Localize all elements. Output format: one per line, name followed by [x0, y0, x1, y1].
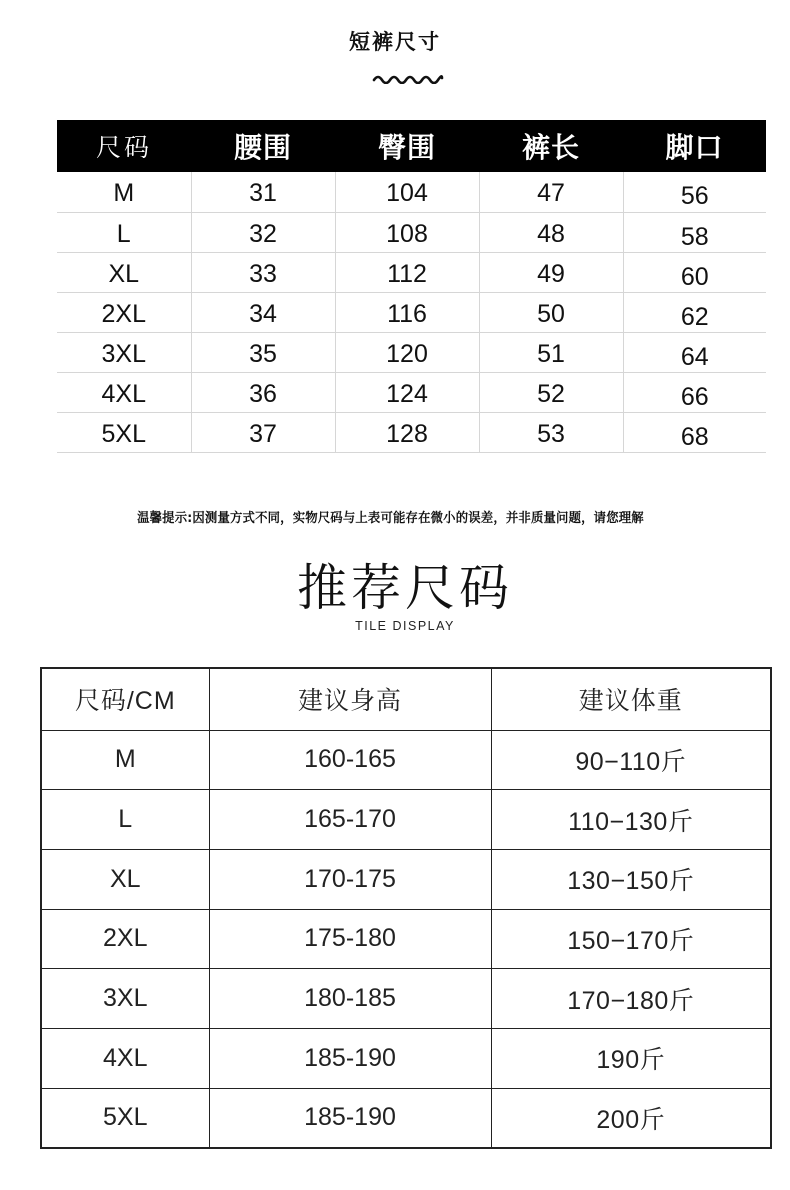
- cell-length: 50: [479, 292, 623, 332]
- table-row: [57, 212, 766, 252]
- size-table: [57, 120, 766, 453]
- cell-leg-opening: 58: [623, 212, 766, 252]
- cell-height: 165-170: [209, 790, 491, 850]
- recommend-title: 推荐尺码: [297, 559, 513, 617]
- header-waist: 腰围: [191, 120, 335, 172]
- cell-weight: 110−130斤: [491, 790, 771, 850]
- header-size-cm: 尺码/CM: [41, 668, 209, 730]
- table-row: [57, 372, 766, 412]
- cell-size: 2XL: [57, 292, 191, 332]
- cell-waist: 35: [191, 332, 335, 372]
- size-table-header: [57, 120, 766, 172]
- cell-height: 175-180: [209, 909, 491, 969]
- cell-waist: 32: [191, 212, 335, 252]
- notice-text: 温馨提示:因测量方式不同，实物尺码与上表可能存在微小的误差，并非质量问题，请您理解: [137, 511, 644, 526]
- cell-weight: 170−180斤: [491, 969, 771, 1029]
- cell-height: 185-190: [209, 1028, 491, 1088]
- cell-size: M: [57, 172, 191, 212]
- table-row: [41, 1088, 771, 1148]
- cell-length: 47: [479, 172, 623, 212]
- table-row: [41, 790, 771, 850]
- table-row: [41, 909, 771, 969]
- table-row: [41, 1028, 771, 1088]
- header-length: 裤长: [479, 120, 623, 172]
- table-row: [41, 969, 771, 1029]
- cell-waist: 34: [191, 292, 335, 332]
- cell-size: L: [57, 212, 191, 252]
- cell-leg-opening: 62: [623, 292, 766, 332]
- table-row: [57, 332, 766, 372]
- cell-size: 5XL: [57, 412, 191, 452]
- cell-size: 4XL: [57, 372, 191, 412]
- cell-size: 2XL: [41, 909, 209, 969]
- header-height: 建议身高: [209, 668, 491, 730]
- recommend-table-header: [41, 668, 771, 730]
- cell-waist: 36: [191, 372, 335, 412]
- table-row: [57, 292, 766, 332]
- cell-height: 160-165: [209, 730, 491, 790]
- cell-length: 53: [479, 412, 623, 452]
- header-weight: 建议体重: [491, 668, 771, 730]
- cell-size: M: [41, 730, 209, 790]
- wave-divider-icon: [372, 72, 444, 84]
- cell-weight: 130−150斤: [491, 849, 771, 909]
- table-row: [57, 252, 766, 292]
- table-row: [57, 172, 766, 212]
- recommend-subtitle: TILE DISPLAY: [355, 619, 455, 633]
- header-hip: 臀围: [335, 120, 479, 172]
- cell-size: 4XL: [41, 1028, 209, 1088]
- cell-hip: 120: [335, 332, 479, 372]
- cell-weight: 190斤: [491, 1028, 771, 1088]
- cell-size: XL: [41, 849, 209, 909]
- cell-leg-opening: 66: [623, 372, 766, 412]
- table-row: [41, 730, 771, 790]
- cell-waist: 33: [191, 252, 335, 292]
- recommend-table: [40, 667, 772, 1149]
- header-size: 尺码: [57, 120, 191, 172]
- table-row: [41, 849, 771, 909]
- cell-leg-opening: 64: [623, 332, 766, 372]
- cell-size: L: [41, 790, 209, 850]
- table-row: [57, 412, 766, 452]
- cell-waist: 31: [191, 172, 335, 212]
- cell-hip: 104: [335, 172, 479, 212]
- cell-waist: 37: [191, 412, 335, 452]
- cell-hip: 128: [335, 412, 479, 452]
- cell-leg-opening: 56: [623, 172, 766, 212]
- cell-size: XL: [57, 252, 191, 292]
- cell-length: 52: [479, 372, 623, 412]
- cell-height: 180-185: [209, 969, 491, 1029]
- cell-weight: 90−110斤: [491, 730, 771, 790]
- cell-size: 5XL: [41, 1088, 209, 1148]
- cell-leg-opening: 60: [623, 252, 766, 292]
- cell-length: 49: [479, 252, 623, 292]
- cell-length: 48: [479, 212, 623, 252]
- cell-weight: 150−170斤: [491, 909, 771, 969]
- cell-size: 3XL: [57, 332, 191, 372]
- size-chart-title: 短裤尺寸: [349, 30, 441, 54]
- cell-hip: 124: [335, 372, 479, 412]
- cell-weight: 200斤: [491, 1088, 771, 1148]
- cell-leg-opening: 68: [623, 412, 766, 452]
- cell-height: 185-190: [209, 1088, 491, 1148]
- cell-size: 3XL: [41, 969, 209, 1029]
- cell-hip: 108: [335, 212, 479, 252]
- header-leg-opening: 脚口: [623, 120, 766, 172]
- cell-hip: 112: [335, 252, 479, 292]
- cell-hip: 116: [335, 292, 479, 332]
- cell-length: 51: [479, 332, 623, 372]
- cell-height: 170-175: [209, 849, 491, 909]
